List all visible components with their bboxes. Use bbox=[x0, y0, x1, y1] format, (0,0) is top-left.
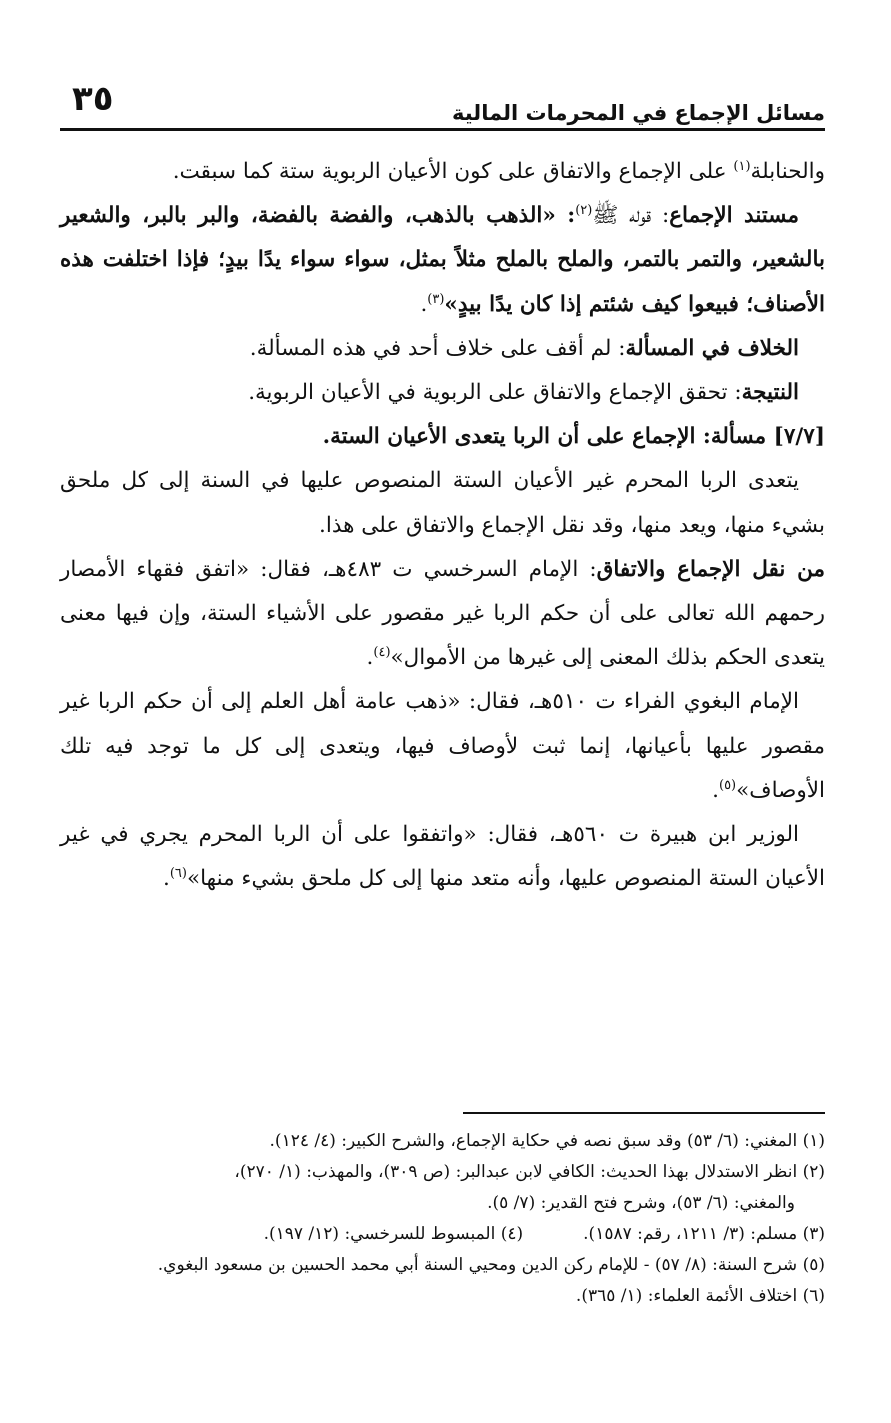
heading-evidence: مستند الإجماع bbox=[669, 203, 799, 229]
footnote-3: (٣) مسلم: (٣/ ١٢١١، رقم: ١٥٨٧). bbox=[583, 1224, 825, 1244]
footnote-5: (٥) شرح السنة: (٨/ ٥٧) - للإمام ركن الدين ومحيي السنة أبي محمد الحسين بن مسعود البغوي. bbox=[157, 1255, 825, 1275]
paragraph-evidence bbox=[60, 194, 825, 327]
footnote-ref-4: (٤) bbox=[373, 645, 391, 661]
text: : الإمام السرخسي ت ٤٨٣هـ، فقال: «اتفق فقهاء الأمصار رحمهم الله تعالى على أن حكم الربا غير مقصور على الأشياء الستة، وإن فيها معنى يتعدى الحكم بذلك المعنى إلى غيرها من الأموال» bbox=[60, 556, 825, 671]
footnote-6: (٦) اختلاف الأئمة العلماء: (١/ ٣٦٥). bbox=[575, 1286, 825, 1306]
paragraph-1 bbox=[60, 150, 825, 194]
text: : تحقق الإجماع والاتفاق على الربوية في الأعيان الربوية. bbox=[248, 380, 742, 406]
footnote-1: (١) المغني: (٦/ ٥٣) وقد سبق نصه في حكاية الإجماع، والشرح الكبير: (٤/ ١٢٤). bbox=[269, 1131, 825, 1151]
section-number: [٧/٧] bbox=[773, 424, 825, 450]
main-text bbox=[60, 150, 825, 901]
text: الإمام البغوي الفراء ت ٥١٠هـ، فقال: «ذهب عامة أهل العلم إلى أن حكم الربا غير مقصور عليها بأعيانها، إنما ثبت لأوصاف فيها، ويتعدى إلى كل ما توجد فيه تلك الأوصاف» bbox=[60, 689, 825, 803]
footnote-rule bbox=[463, 1112, 825, 1114]
footnotes bbox=[52, 1126, 825, 1312]
paragraph-intro: يتعدى الربا المحرم غير الأعيان الستة المنصوص عليها في السنة إلى كل ملحق بشيء منها، ويعد منها، وقد نقل الإجماع والاتفاق على هذا. bbox=[60, 468, 825, 538]
footnote-row-3-4 bbox=[52, 1219, 825, 1250]
heading-disagreement: الخلاف في المسألة bbox=[625, 335, 799, 361]
text: . bbox=[366, 645, 374, 671]
text: . bbox=[162, 866, 170, 892]
footnote-ref-2: (٢) bbox=[575, 203, 593, 219]
footnote-ref-6: (٦) bbox=[169, 866, 187, 882]
section-title: مسألة: الإجماع على أن الربا يتعدى الأعيان الستة. bbox=[322, 424, 774, 450]
text: . bbox=[420, 291, 428, 317]
paragraph-disagreement bbox=[60, 327, 825, 371]
paragraph-transmitters bbox=[60, 548, 825, 681]
paragraph-result bbox=[60, 371, 825, 415]
footnote-ref-3: (٣) bbox=[427, 291, 445, 307]
running-title: مسائل الإجماع في المحرمات المالية bbox=[452, 101, 825, 125]
text: : قوله ﷺ bbox=[592, 203, 670, 229]
hadith-quote: : «الذهب بالذهب، والفضة بالفضة، والبر بالبر، والشعير بالشعير، والتمر بالتمر، والملح بالملح مثلاً بمثل، سواء سواء يدًا بيدٍ؛ فإذا اختلفت هذه الأصناف؛ فبيعوا كيف شئتم إذا كان يدًا بيدٍ» bbox=[60, 203, 825, 317]
text: والحنابلة bbox=[750, 159, 825, 184]
paragraph-ibn-hubayra bbox=[60, 813, 825, 901]
paragraph-baghawi bbox=[60, 680, 825, 813]
footnote-ref-5: (٥) bbox=[718, 777, 737, 793]
text: . bbox=[712, 777, 719, 803]
section-heading bbox=[60, 415, 825, 459]
page-number: ٣٥ bbox=[72, 79, 114, 119]
header-rule bbox=[60, 128, 825, 131]
footnote-2: (٢) انظر الاستدلال بهذا الحديث: الكافي لابن عبدالبر: (ص ٣٠٩)، والمهذب: (١/ ٢٧٠)، bbox=[234, 1162, 825, 1182]
text: : لم أقف على خلاف أحد في هذه المسألة. bbox=[249, 335, 626, 361]
page-header bbox=[60, 78, 825, 130]
heading-transmitters: من نقل الإجماع والاتفاق bbox=[596, 556, 825, 582]
footnote-2-continued: والمغني: (٦/ ٥٣)، وشرح فتح القدير: (٧/ ٥). bbox=[487, 1193, 795, 1213]
text: على الإجماع والاتفاق على كون الأعيان الربوية ستة كما سبقت. bbox=[172, 159, 734, 184]
footnote-ref-1: (١) bbox=[733, 158, 751, 174]
text: الوزير ابن هبيرة ت ٥٦٠هـ، فقال: «واتفقوا على أن الربا المحرم يجري في غير الأعيان الستة المنصوص عليها، وأنه متعد منها إلى كل ملحق بشيء منها» bbox=[60, 822, 825, 892]
footnote-4: (٤) المبسوط للسرخسي: (١٢/ ١٩٧). bbox=[263, 1224, 524, 1244]
heading-result: النتيجة bbox=[741, 380, 799, 406]
